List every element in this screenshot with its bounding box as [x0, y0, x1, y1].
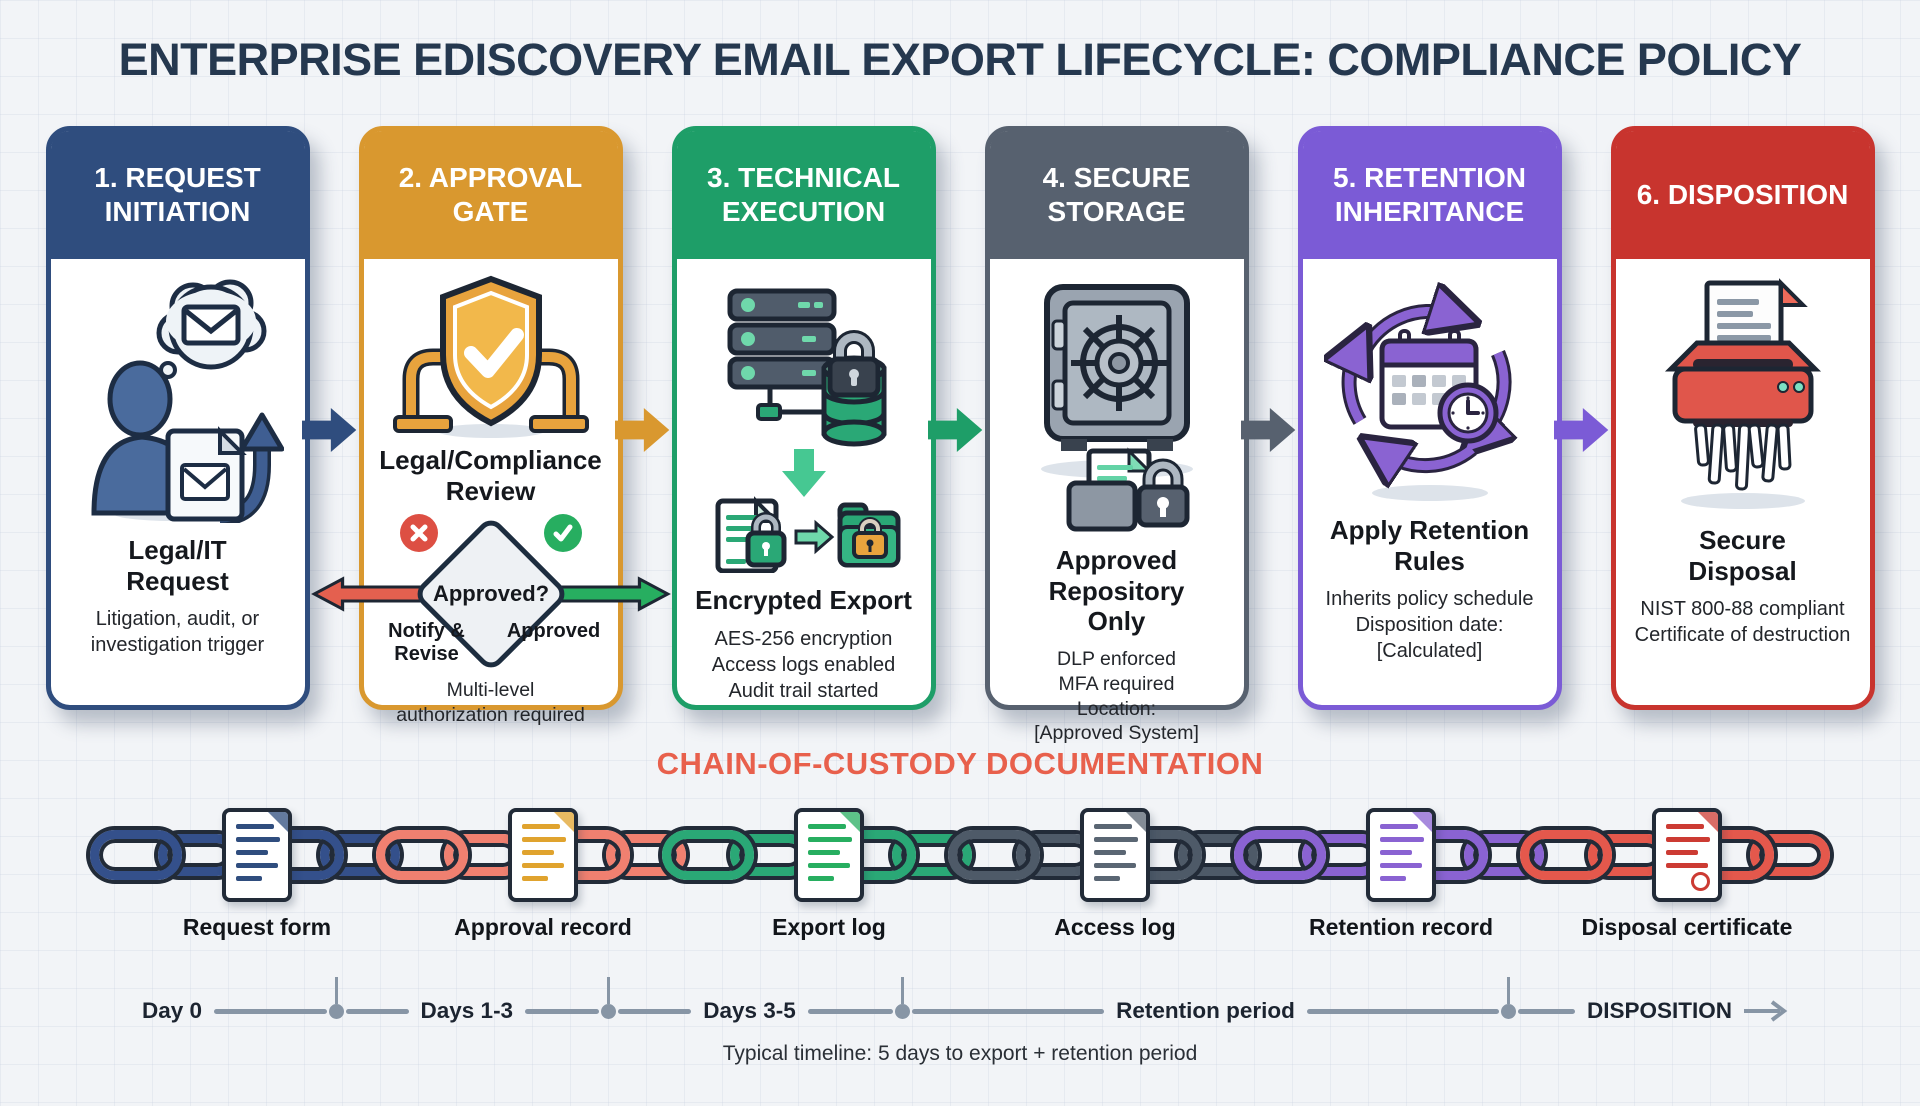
timeline-segment — [808, 1009, 893, 1014]
stage-card-retention-inheritance — [1298, 126, 1562, 710]
timeline-segment — [214, 1009, 327, 1014]
stage-detail: Access logs enabled — [711, 653, 896, 676]
stage-detail: Litigation, audit, or — [95, 608, 260, 631]
timeline-segment — [525, 1009, 599, 1014]
stage-header — [990, 131, 1244, 259]
document-seal-icon — [1652, 808, 1722, 902]
doc-line — [1094, 863, 1136, 868]
stage-detail: AES-256 encryption — [714, 627, 893, 650]
stage-detail: Certificate of destruction — [1634, 624, 1851, 647]
stage-detail: MFA required — [1058, 672, 1175, 695]
flow-arrow-icon — [615, 403, 671, 457]
stage-title: Apply Retention Rules — [1329, 515, 1530, 576]
stage-body — [1303, 259, 1557, 664]
doc-line — [522, 837, 566, 842]
stage-header-label: 2. APPROVAL GATE — [398, 162, 583, 227]
flow-arrow-icon — [302, 403, 358, 457]
doc-line — [1666, 837, 1710, 842]
stage-title: Secure Disposal — [1688, 525, 1797, 586]
approve-label: Approved — [506, 620, 601, 643]
stage-detail: Location: — [1076, 697, 1157, 720]
doc-line — [236, 824, 274, 829]
stage-header-label: 5. RETENTION INHERITANCE — [1333, 162, 1526, 227]
doc-line — [808, 850, 840, 855]
chain-link-icon — [376, 830, 468, 880]
chain-item-access-log — [1054, 808, 1176, 940]
doc-line — [522, 824, 560, 829]
doc-line — [808, 876, 834, 881]
stage-title: Encrypted Export — [695, 585, 912, 615]
stage-detail: [Approved System] — [1034, 722, 1199, 745]
rejected-icon — [400, 514, 438, 552]
timeline-label: Days 3-5 — [703, 998, 796, 1023]
stage-detail: Audit trail started — [728, 679, 879, 702]
stage-header-label: 6. DISPOSITION — [1636, 179, 1849, 211]
stage-detail: authorization required — [396, 704, 585, 727]
chain-label: Request form — [182, 914, 332, 940]
stage-card-request-initiation — [46, 126, 310, 710]
doc-line — [522, 850, 554, 855]
stage-detail: NIST 800-88 compliant — [1640, 598, 1845, 621]
flow-arrow-icon — [1554, 403, 1610, 457]
stage-body — [677, 259, 931, 704]
stage-card-secure-storage — [985, 126, 1249, 745]
stage-body — [364, 259, 618, 728]
stage-card-technical-execution — [672, 126, 936, 710]
timeline-marker-icon — [601, 1004, 616, 1019]
document-icon — [794, 808, 864, 902]
stage-header-label: 4. SECURE STORAGE — [1042, 162, 1191, 227]
chain-label: Approval record — [454, 914, 632, 940]
stage-title: Legal/Compliance Review — [379, 445, 602, 506]
stage-header — [1616, 131, 1870, 259]
timeline-marker-icon — [1501, 1004, 1516, 1019]
doc-line — [1094, 850, 1126, 855]
doc-line — [1380, 850, 1412, 855]
chain-of-custody-title: CHAIN-OF-CUSTODY DOCUMENTATION — [656, 746, 1264, 781]
chain-link-icon — [1234, 830, 1326, 880]
doc-line — [522, 863, 564, 868]
stage-detail: Disposition date: — [1355, 614, 1504, 637]
stage-card-approval-gate — [359, 126, 623, 727]
stage-header — [677, 131, 931, 259]
retention-cycle-icon — [1324, 273, 1536, 503]
chain-item-disposal-certificate — [1581, 808, 1793, 940]
doc-line — [236, 850, 268, 855]
chain-item-retention-record — [1308, 808, 1494, 940]
chain-of-custody-row — [0, 808, 1920, 958]
timeline-label: DISPOSITION — [1586, 998, 1732, 1023]
doc-line — [236, 837, 280, 842]
stage-header-label: 1. REQUEST INITIATION — [94, 162, 261, 227]
lifecycle-stages-row — [0, 126, 1920, 745]
stage-body — [990, 259, 1244, 746]
flow-arrow-icon — [1241, 403, 1297, 457]
timeline-marker-icon — [329, 1004, 344, 1019]
chain-link-icon — [1520, 830, 1612, 880]
timeline-label: Day 0 — [142, 998, 203, 1023]
chain-link-icon — [662, 830, 754, 880]
doc-line — [1380, 824, 1418, 829]
approved-icon — [544, 514, 582, 552]
gate-shield-icon — [391, 273, 591, 439]
stage-detail: Inherits policy schedule — [1325, 588, 1534, 611]
stage-title: Approved Repository Only — [1048, 545, 1185, 637]
doc-line — [522, 876, 548, 881]
chain-label: Retention record — [1308, 914, 1494, 940]
doc-line — [1666, 863, 1708, 868]
doc-line — [1380, 863, 1422, 868]
stage-header — [1303, 131, 1557, 259]
timeline-caption: Typical timeline: 5 days to export + retention period — [722, 1042, 1198, 1065]
doc-line — [1380, 876, 1406, 881]
chain-label: Disposal certificate — [1581, 914, 1793, 940]
doc-line — [808, 824, 846, 829]
chain-label: Access log — [1054, 914, 1176, 940]
doc-line — [236, 876, 262, 881]
document-icon — [1080, 808, 1150, 902]
stage-header-label: 3. TECHNICAL EXECUTION — [707, 162, 900, 227]
stage-body — [1616, 259, 1870, 648]
timeline-segment — [346, 1009, 408, 1014]
decision-question: Approved? — [432, 581, 549, 607]
doc-line — [1094, 824, 1132, 829]
chain-item-request-form — [182, 808, 332, 940]
doc-line — [808, 863, 850, 868]
stage-detail: [Calculated] — [1376, 640, 1483, 663]
chain-label: Export log — [772, 914, 886, 940]
document-icon — [1366, 808, 1436, 902]
seal-icon — [1691, 872, 1710, 891]
timeline-segment — [1518, 1009, 1575, 1014]
document-icon — [222, 808, 292, 902]
timeline-label: Days 1-3 — [420, 998, 514, 1023]
stage-detail: investigation trigger — [90, 634, 265, 657]
chain-item-export-log — [772, 808, 886, 940]
doc-line — [236, 863, 278, 868]
timeline-arrow-icon — [1744, 999, 1790, 1023]
flow-arrow-icon — [928, 403, 984, 457]
doc-line — [1094, 837, 1138, 842]
shredder-icon — [1637, 273, 1849, 513]
vault-icon — [1017, 273, 1217, 533]
stage-card-disposition — [1611, 126, 1875, 710]
approval-decision — [372, 510, 610, 678]
encrypted-export-icon — [704, 273, 904, 573]
document-icon — [508, 808, 578, 902]
stage-detail: DLP enforced — [1057, 648, 1176, 671]
timeline-segment — [912, 1009, 1104, 1014]
stage-detail: Multi-level — [446, 679, 535, 702]
doc-line — [1380, 837, 1424, 842]
doc-line — [808, 837, 852, 842]
chain-link-icon — [90, 830, 182, 880]
doc-line — [1666, 850, 1698, 855]
timeline-label: Retention period — [1116, 998, 1295, 1023]
doc-line — [1094, 876, 1120, 881]
chain-link-icon — [948, 830, 1040, 880]
stage-title: Legal/IT Request — [126, 535, 229, 596]
timeline-segment — [618, 1009, 692, 1014]
reject-label: Notify & Revise — [388, 620, 465, 665]
stage-body — [51, 259, 305, 658]
timeline-marker-icon — [895, 1004, 910, 1019]
person-request-icon — [72, 273, 284, 523]
stage-header — [364, 131, 618, 259]
timeline — [130, 998, 1790, 1024]
doc-line — [1666, 824, 1704, 829]
stage-header — [51, 131, 305, 259]
page-title: ENTERPRISE EDISCOVERY EMAIL EXPORT LIFECYCLE: COMPLIANCE POLICY — [118, 34, 1802, 85]
timeline-segment — [1307, 1009, 1499, 1014]
chain-item-approval-record — [454, 808, 632, 940]
